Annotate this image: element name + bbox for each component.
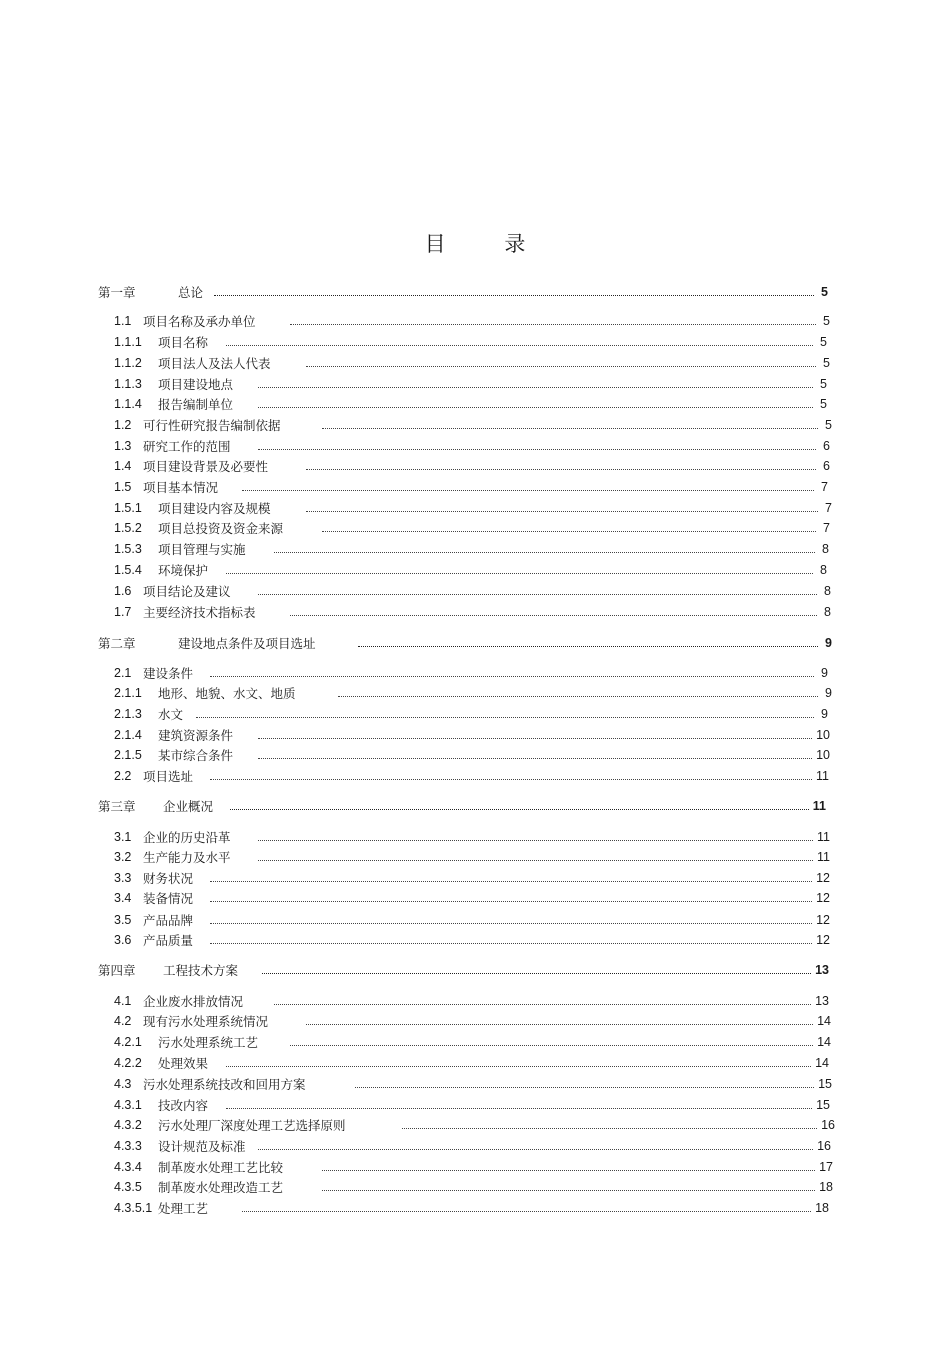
section-number: 4.2.2 — [114, 1056, 142, 1070]
toc-entry-row[interactable] — [114, 870, 830, 886]
section-page-number: 9 — [821, 666, 828, 680]
section-page-number: 6 — [823, 459, 830, 473]
toc-entry-row[interactable] — [114, 583, 831, 599]
section-page-number: 18 — [815, 1201, 829, 1215]
dot-leader — [322, 1190, 815, 1191]
toc-entry-row[interactable] — [114, 520, 830, 536]
dot-leader — [210, 923, 812, 924]
dot-leader — [290, 1045, 813, 1046]
section-number: 1.6 — [114, 584, 132, 598]
dot-leader — [306, 469, 816, 470]
section-page-number: 7 — [823, 521, 830, 535]
section-title: 项目名称及承办单位 — [143, 314, 256, 329]
dot-leader — [226, 573, 813, 574]
section-page-number: 5 — [820, 377, 827, 391]
section-page-number: 8 — [820, 563, 827, 577]
section-page-number: 7 — [825, 501, 832, 515]
section-number: 2.2 — [114, 769, 132, 783]
chapter-label: 第二章 — [98, 636, 136, 651]
section-page-number: 7 — [821, 480, 828, 494]
dot-leader — [306, 1024, 813, 1025]
toc-chapter-row[interactable] — [98, 635, 832, 651]
section-title: 项目名称 — [158, 335, 209, 350]
section-number: 4.3.4 — [114, 1160, 142, 1174]
section-title: 项目建设内容及规模 — [158, 501, 271, 516]
dot-leader — [290, 615, 817, 616]
toc-entry-row[interactable] — [114, 1138, 831, 1154]
section-page-number: 5 — [820, 335, 827, 349]
toc-entry-row[interactable] — [114, 1076, 832, 1092]
section-title: 项目总投资及资金来源 — [158, 521, 284, 536]
section-number: 2.1.5 — [114, 748, 142, 762]
section-number: 1.1.3 — [114, 377, 142, 391]
toc-entry-row[interactable] — [114, 993, 829, 1009]
section-page-number: 17 — [819, 1160, 833, 1174]
section-number: 1.5.2 — [114, 521, 142, 535]
section-number: 3.2 — [114, 850, 132, 864]
dot-leader — [258, 407, 813, 408]
section-title: 处理效果 — [158, 1056, 209, 1071]
section-page-number: 16 — [821, 1118, 835, 1132]
section-page-number: 11 — [816, 769, 829, 783]
dot-leader — [355, 1087, 815, 1088]
chapter-label: 第四章 — [98, 963, 136, 978]
section-title: 可行性研究报告编制依据 — [143, 418, 281, 433]
section-number: 1.4 — [114, 459, 132, 473]
section-number: 2.1.1 — [114, 686, 142, 700]
section-title: 财务状况 — [143, 871, 194, 886]
section-title: 制革废水处理改造工艺 — [158, 1180, 284, 1195]
section-number: 4.3.1 — [114, 1098, 142, 1112]
section-title: 水文 — [158, 707, 184, 722]
section-title: 项目建设背景及必要性 — [143, 459, 269, 474]
dot-leader — [274, 552, 815, 553]
dot-leader — [230, 809, 809, 810]
toc-entry-row[interactable] — [114, 1013, 831, 1029]
chapter-title: 工程技术方案 — [163, 963, 239, 978]
section-title: 企业的历史沿革 — [143, 830, 231, 845]
toc-entry-row[interactable] — [114, 604, 831, 620]
toc-entry-row[interactable] — [114, 912, 830, 928]
toc-entry-row[interactable] — [114, 355, 830, 371]
section-number: 3.5 — [114, 913, 132, 927]
dot-leader — [214, 295, 814, 296]
section-number: 1.1.2 — [114, 356, 142, 370]
dot-leader — [242, 490, 814, 491]
section-title: 制革废水处理工艺比较 — [158, 1160, 284, 1175]
section-page-number: 5 — [825, 418, 832, 432]
toc-entry-row[interactable] — [114, 932, 830, 948]
section-title: 产品质量 — [143, 933, 194, 948]
chapter-title: 总论 — [178, 285, 204, 300]
section-page-number: 14 — [817, 1035, 831, 1049]
section-title: 地形、地貌、水文、地质 — [158, 686, 296, 701]
section-number: 3.3 — [114, 871, 132, 885]
dot-leader — [258, 387, 813, 388]
toc-entry-row[interactable] — [114, 1200, 829, 1216]
section-page-number: 11 — [817, 850, 830, 864]
section-title: 设计规范及标准 — [158, 1139, 246, 1154]
section-title: 项目结论及建议 — [143, 584, 231, 599]
section-title: 建筑资源条件 — [158, 728, 234, 743]
section-number: 1.7 — [114, 605, 132, 619]
toc-entry-row[interactable] — [114, 417, 832, 433]
section-number: 4.3 — [114, 1077, 132, 1091]
toc-entry-row[interactable] — [114, 1034, 831, 1050]
toc-title: 目 录 — [424, 232, 552, 256]
dot-leader — [210, 943, 812, 944]
section-number: 4.2 — [114, 1014, 132, 1028]
section-number: 1.5 — [114, 480, 132, 494]
dot-leader — [322, 1170, 815, 1171]
section-page-number: 5 — [823, 356, 830, 370]
toc-entry-row[interactable] — [114, 396, 827, 412]
dot-leader — [258, 758, 812, 759]
section-title: 产品品牌 — [143, 913, 194, 928]
dot-leader — [242, 1211, 811, 1212]
section-title: 项目选址 — [143, 769, 194, 784]
section-page-number: 14 — [817, 1014, 831, 1028]
dot-leader — [258, 840, 814, 841]
section-title: 项目管理与实施 — [158, 542, 246, 557]
section-number: 4.1 — [114, 994, 132, 1008]
section-title: 报告编制单位 — [158, 397, 234, 412]
dot-leader — [262, 973, 811, 974]
section-title: 项目建设地点 — [158, 377, 234, 392]
chapter-label: 第一章 — [98, 285, 136, 300]
toc-entry-row[interactable] — [114, 706, 828, 722]
section-number: 4.3.5.1 — [114, 1201, 153, 1215]
section-number: 1.5.1 — [114, 501, 142, 515]
section-title: 装备情况 — [143, 891, 194, 906]
section-page-number: 9 — [821, 707, 828, 721]
toc-chapter-row[interactable] — [98, 284, 828, 300]
dot-leader — [274, 1004, 811, 1005]
section-page-number: 12 — [816, 891, 830, 905]
section-title: 污水处理系统工艺 — [158, 1035, 259, 1050]
section-page-number: 10 — [816, 748, 830, 762]
section-title: 处理工艺 — [158, 1201, 209, 1216]
section-number: 1.3 — [114, 439, 132, 453]
section-page-number: 15 — [818, 1077, 832, 1091]
dot-leader — [258, 1149, 814, 1150]
toc-entry-row[interactable] — [114, 313, 830, 329]
toc-entry-row[interactable] — [114, 479, 828, 495]
section-page-number: 12 — [816, 913, 830, 927]
section-title: 建设条件 — [143, 666, 194, 681]
toc-chapter-row[interactable] — [98, 798, 826, 814]
toc-entry-row[interactable] — [114, 438, 830, 454]
toc-entry-row[interactable] — [114, 1055, 829, 1071]
chapter-page-number: 9 — [825, 636, 832, 650]
dot-leader — [290, 324, 816, 325]
section-number: 3.6 — [114, 933, 132, 947]
toc-entry-row[interactable] — [114, 829, 830, 845]
section-page-number: 11 — [817, 830, 830, 844]
section-title: 污水处理系统技改和回用方案 — [143, 1077, 306, 1092]
section-number: 1.1.1 — [114, 335, 142, 349]
section-page-number: 12 — [816, 871, 830, 885]
dot-leader — [210, 901, 812, 902]
section-page-number: 10 — [816, 728, 830, 742]
dot-leader — [358, 646, 818, 647]
section-page-number: 8 — [822, 542, 829, 556]
dot-leader — [226, 345, 813, 346]
section-page-number: 5 — [823, 314, 830, 328]
section-title: 项目基本情况 — [143, 480, 219, 495]
dot-leader — [258, 594, 817, 595]
dot-leader — [226, 1108, 812, 1109]
dot-leader — [210, 676, 814, 677]
section-title: 研究工作的范围 — [143, 439, 231, 454]
section-number: 1.2 — [114, 418, 132, 432]
section-title: 主要经济技术指标表 — [143, 605, 256, 620]
chapter-title: 企业概况 — [163, 799, 214, 814]
section-number: 2.1 — [114, 666, 132, 680]
section-title: 现有污水处理系统情况 — [143, 1014, 269, 1029]
section-title: 项目法人及法人代表 — [158, 356, 271, 371]
section-number: 2.1.4 — [114, 728, 142, 742]
toc-chapter-row[interactable] — [98, 962, 829, 978]
toc-entry-row[interactable] — [114, 849, 830, 865]
toc-entry-row[interactable] — [114, 541, 829, 557]
toc-entry-row[interactable] — [114, 1117, 835, 1133]
dot-leader — [306, 511, 818, 512]
section-page-number: 8 — [824, 605, 831, 619]
toc-entry-row[interactable] — [114, 1097, 830, 1113]
section-page-number: 14 — [815, 1056, 829, 1070]
dot-leader — [258, 738, 812, 739]
dot-leader — [338, 696, 818, 697]
section-number: 1.5.3 — [114, 542, 142, 556]
dot-leader — [196, 717, 814, 718]
section-number: 4.3.3 — [114, 1139, 142, 1153]
section-page-number: 13 — [815, 994, 829, 1008]
section-page-number: 5 — [820, 397, 827, 411]
section-page-number: 18 — [819, 1180, 833, 1194]
toc-entry-row[interactable] — [114, 747, 830, 763]
toc-entry-row[interactable] — [114, 334, 827, 350]
toc-entry-row[interactable] — [114, 562, 827, 578]
dot-leader — [306, 366, 816, 367]
section-page-number: 16 — [817, 1139, 831, 1153]
section-number: 4.3.2 — [114, 1118, 142, 1132]
section-title: 污水处理厂深度处理工艺选择原则 — [158, 1118, 346, 1133]
toc-entry-row[interactable] — [114, 890, 830, 906]
section-number: 3.4 — [114, 891, 132, 905]
dot-leader — [258, 860, 814, 861]
toc-entry-row[interactable] — [114, 1159, 833, 1175]
section-title: 技改内容 — [158, 1098, 209, 1113]
chapter-page-number: 5 — [821, 285, 828, 299]
dot-leader — [322, 428, 818, 429]
section-page-number: 8 — [824, 584, 831, 598]
section-title: 环境保护 — [158, 563, 209, 578]
chapter-page-number: 13 — [815, 963, 829, 977]
toc-entry-row[interactable] — [114, 768, 829, 784]
section-number: 4.2.1 — [114, 1035, 142, 1049]
dot-leader — [210, 779, 812, 780]
dot-leader — [402, 1128, 818, 1129]
chapter-label: 第三章 — [98, 799, 136, 814]
toc-entry-row[interactable] — [114, 727, 830, 743]
section-number: 4.3.5 — [114, 1180, 142, 1194]
dot-leader — [226, 1066, 811, 1067]
section-title: 某市综合条件 — [158, 748, 234, 763]
section-number: 3.1 — [114, 830, 132, 844]
section-page-number: 9 — [825, 686, 832, 700]
section-title: 企业废水排放情况 — [143, 994, 244, 1009]
dot-leader — [258, 449, 816, 450]
dot-leader — [210, 881, 812, 882]
toc-entry-row[interactable] — [114, 376, 827, 392]
section-number: 1.1 — [114, 314, 132, 328]
toc-entry-row[interactable] — [114, 500, 832, 516]
section-number: 2.1.3 — [114, 707, 142, 721]
chapter-page-number: 11 — [812, 799, 826, 813]
section-page-number: 6 — [823, 439, 830, 453]
chapter-title: 建设地点条件及项目选址 — [178, 636, 316, 651]
section-page-number: 12 — [816, 933, 830, 947]
dot-leader — [322, 531, 816, 532]
section-page-number: 15 — [816, 1098, 830, 1112]
section-number: 1.1.4 — [114, 397, 142, 411]
section-title: 生产能力及水平 — [143, 850, 231, 865]
toc-entry-row[interactable] — [114, 1179, 833, 1195]
toc-entry-row[interactable] — [114, 458, 830, 474]
toc-entry-row[interactable] — [114, 665, 828, 681]
section-number: 1.5.4 — [114, 563, 142, 577]
toc-entry-row[interactable] — [114, 685, 832, 701]
